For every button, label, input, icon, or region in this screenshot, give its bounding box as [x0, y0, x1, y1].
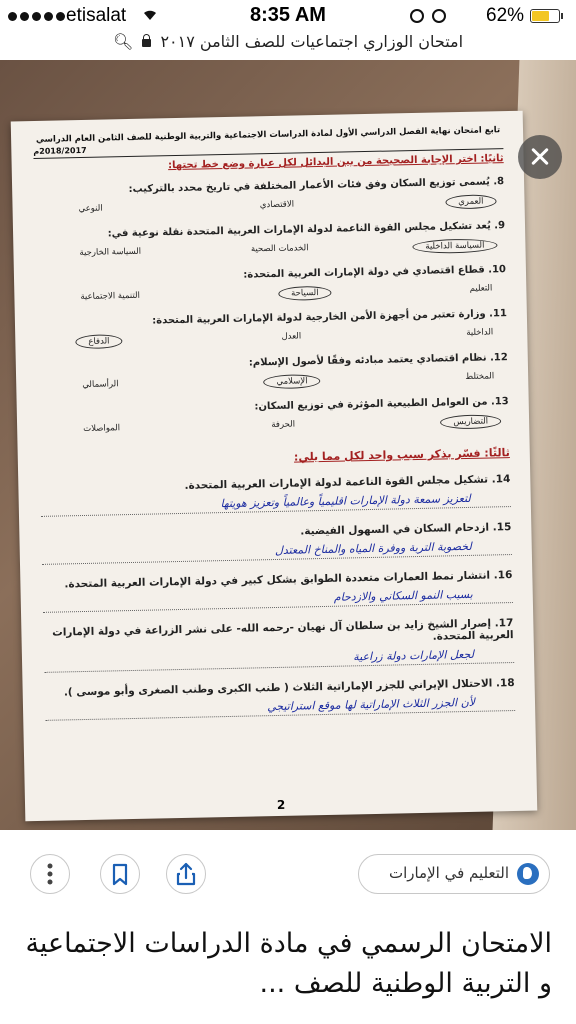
exam-header: تابع امتحان نهاية الفصل الدراسي الأول لمادة الدراسات الاجتماعية والتربية الوطنية للصف الثامن العام الدراسي [35, 125, 501, 145]
handwritten-answer: لجعل الإمارات دولة زراعية [44, 647, 514, 673]
handwritten-answer: لأن الجزر الثلاث الإماراتية لها موقع استراتيجي [45, 695, 515, 721]
more-options-button[interactable] [30, 854, 70, 894]
question: 16. انتشار نمط العمارات متعددة الطوابق بشكل كبير في دولة الإمارات العربية المتحدة. [64, 569, 513, 591]
option: الخدمات الصحية [250, 243, 309, 255]
share-icon [166, 854, 206, 894]
option: التضاريس [440, 414, 501, 429]
option: الدفاع [75, 334, 122, 349]
option: المختلط [465, 371, 495, 382]
option: التعليم [469, 283, 493, 294]
exam-paper [11, 111, 538, 822]
option: الداخلية [466, 327, 494, 338]
question: 15. ازدحام السكان في السهول الفيضية. [300, 521, 512, 538]
orientation-lock-icon [410, 9, 424, 23]
result-info [0, 830, 576, 1024]
question: 12. نظام اقتصادي يعتمد مبادئه وفقًا لأصول الإسلام: [248, 352, 508, 369]
result-title[interactable]: الامتحان الرسمي في مادة الدراسات الاجتماعية و التربية الوطنية للصف ... [25, 928, 552, 999]
option: الحرفة [271, 419, 296, 431]
handwritten-answer: لخصوبة التربة ووفرة المياه والمناخ المعتدل [42, 539, 512, 565]
option: الإسلامي [263, 374, 320, 389]
page-address[interactable] [0, 32, 576, 60]
share-button[interactable] [166, 854, 206, 894]
lock-icon [142, 39, 151, 47]
section-title: ثانيًا: اختر الإجابة الصحيحة من بين البدائل لكل عبارة وضع خط تحتها: [167, 153, 504, 172]
battery-percentage: 62% [486, 5, 525, 26]
question: 18. الاحتلال الإيراني للجزر الإماراتية الثلاث ( طنب الكبرى وطنب الصغرى وأبو موسى ). [63, 677, 515, 699]
source-label: التعليم في الإمارات [388, 864, 509, 882]
save-button[interactable] [100, 854, 140, 894]
close-button[interactable] [518, 135, 562, 179]
section-title: ثالثًا: فسّر بذكر سبب واحد لكل مما يلي: [293, 446, 510, 464]
carrier-name: etisalat [66, 5, 127, 26]
alarm-icon [432, 9, 446, 23]
question: 17. إصرار الشيخ زايد بن سلطان آل نهيان -رحمه الله- على نشر الزراعة في دولة الإمارات العربية المتحدة. [52, 617, 514, 643]
status-bar [0, 0, 576, 32]
option: السياسة الخارجية [79, 246, 142, 259]
image-preview[interactable] [0, 60, 576, 830]
question: 8. يُسمى توزيع السكان وفق فئات الأعمار المختلفة في تاريخ محدد بالتركيب: [128, 176, 505, 195]
exam-year: 2018/2017م [33, 135, 503, 159]
page-number: 2 [276, 797, 286, 813]
option: العمري [445, 194, 497, 209]
option: النوعي [78, 203, 103, 215]
battery-icon [530, 9, 560, 23]
bookmark-icon [100, 854, 140, 894]
option: المواصلات [83, 423, 121, 434]
option: السياحة [278, 286, 332, 301]
question: 9. يُعد تشكيل مجلس القوة الناعمة لدولة الإمارات العربية المتحدة نقلة نوعية في: [107, 220, 506, 240]
option: الاقتصادي [259, 199, 295, 211]
source-chip[interactable] [358, 854, 550, 894]
more-vert-icon [30, 854, 70, 894]
globe-icon [517, 863, 539, 885]
option: السياسة الداخلية [412, 238, 497, 254]
search-icon: 🔍︎ [112, 32, 134, 51]
option: التنمية الاجتماعية [80, 290, 141, 303]
option: الرأسمالي [82, 379, 119, 390]
option: العدل [281, 331, 302, 342]
handwritten-answer: لتعزيز سمعة دولة الإمارات اقليمياً وعالمياً وتعزيز هويتها [41, 491, 511, 517]
handwritten-answer: بسبب النمو السكاني والازدحام [43, 587, 513, 613]
question: 14. تشكيل مجلس القوة الناعمة لدولة الإمارات العربية المتحدة. [184, 473, 511, 492]
clock: 8:35 AM [250, 4, 326, 26]
question: 13. من العوامل الطبيعية المؤثرة في توزيع السكان: [254, 396, 509, 413]
question: 11. وزارة تعتبر من أجهزة الأمن الخارجية لدولة الإمارات العربية المتحدة: [152, 308, 507, 327]
question: 10. قطاع اقتصادي في دولة الإمارات العربية المتحدة: [243, 264, 507, 281]
page-address-text: امتحان الوزاري اجتماعيات للصف الثامن ٢٠١٧ [160, 32, 464, 51]
